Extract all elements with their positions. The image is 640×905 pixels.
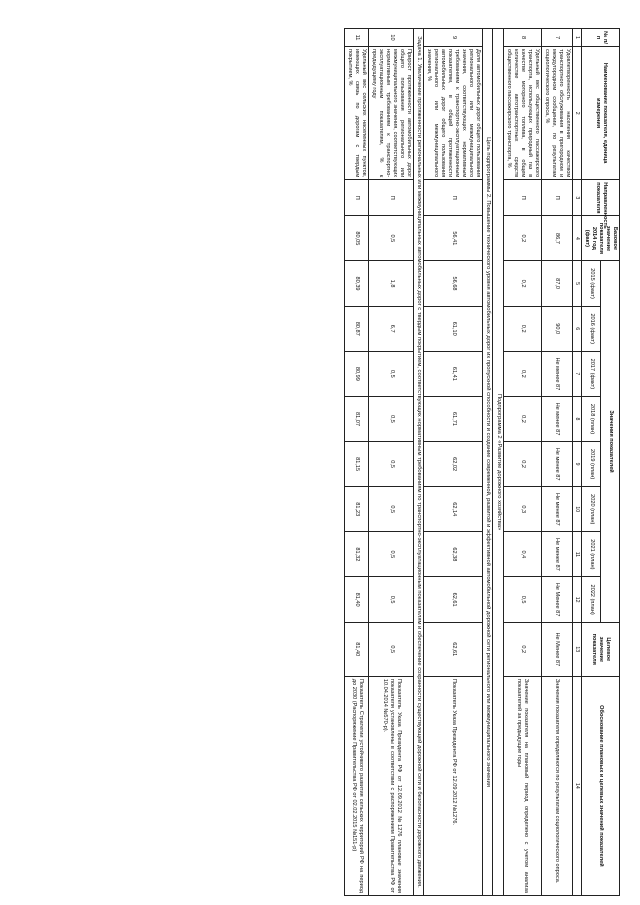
row-number: 8 (503, 29, 541, 47)
year-value: 81,07 (345, 396, 369, 441)
year-value: 61,41 (424, 351, 483, 396)
year-value: 56,68 (424, 261, 483, 306)
row-9-group (424, 29, 483, 896)
column-number: 5 (572, 261, 582, 306)
year-value: Не менее 87 (541, 487, 572, 532)
year-value: 61,71 (424, 396, 483, 441)
table-row (541, 29, 572, 896)
row-number: 11 (345, 29, 369, 47)
year-value: 81,32 (345, 532, 369, 577)
basis-text: Значения показателя определяются по результатам социологического опроса. (541, 676, 572, 895)
indicator-name: Доля автомобильных дорог общего пользования регионального или межмуниципального значения, соответствующих нормативным требованиям к транспортно-эксплуатационным показателям, в общей протяженности автомобильных дорог общего пользования регионального или межмуниципального значения, % (424, 47, 483, 180)
year-value: 0,2 (503, 261, 541, 306)
basis-text: Значение показателя на плановый период определено с учетом анализа показателей за предыдущие годы (503, 676, 541, 895)
task-section (414, 29, 424, 896)
column-number: 13 (572, 622, 582, 676)
task-text: Задача 1. Увеличение протяженности региональных или межмуниципальных автомобильных дорог с твердым покрытием, соответствующих нормативным требованиям по транспортно-эксплуатационным показателям и обеспечение сохранности существующей дорожной сети и безопасности дорожного движения. (414, 29, 424, 896)
header-year: 2021 (план) (582, 532, 601, 577)
year-value: 62,14 (424, 487, 483, 532)
year-value: 61,10 (424, 306, 483, 351)
column-number: 10 (572, 487, 582, 532)
year-value: Не менее 87 (541, 532, 572, 577)
column-number: 3 (572, 180, 582, 216)
year-value: 80,87 (345, 306, 369, 351)
year-value: 81,23 (345, 487, 369, 532)
year-value: 80,99 (345, 351, 369, 396)
column-number: 6 (572, 306, 582, 351)
year-value: Не менее 87 (541, 396, 572, 441)
subprogram-section (483, 29, 503, 896)
base-value: 56,41 (424, 216, 483, 261)
goal-row (483, 29, 493, 896)
year-value: 90,0 (541, 306, 572, 351)
column-number: 14 (572, 676, 582, 895)
header-target: Целевое значение показателя (582, 622, 620, 676)
target-value: 81,40 (345, 622, 369, 676)
header-year: 2015 (факт) (582, 261, 601, 306)
direction: П (541, 180, 572, 216)
row-number: 10 (369, 29, 414, 47)
header-year: 2018 (план) (582, 396, 601, 441)
basis-text: Показатель Указа Президента РФ от 12.09.2012 №1276 плановые значения показателя установлены в соответствии с распоряжением Правительства РФ от 10.04.2014 №570-р). (369, 676, 414, 895)
header-row (601, 29, 620, 896)
header-num: № п/п (582, 29, 620, 47)
year-value: 0,4 (503, 532, 541, 577)
target-value: Не Менее 87 (541, 622, 572, 676)
column-number: 7 (572, 351, 582, 396)
year-value: 0,5 (369, 442, 414, 487)
base-value: 86,7 (541, 216, 572, 261)
subprogram-title: Подпрограмма 2 «Развитие дорожного хозяйства» (493, 29, 503, 896)
direction: П (503, 180, 541, 216)
rows-group-b (345, 29, 414, 896)
table-row (503, 29, 541, 896)
target-value: 0,5 (369, 622, 414, 676)
year-value: 0,5 (369, 487, 414, 532)
year-value: 0,5 (369, 532, 414, 577)
year-value: 0,5 (369, 396, 414, 441)
rows-group-a (503, 29, 572, 896)
target-value: 62,61 (424, 622, 483, 676)
target-value: 0,2 (503, 622, 541, 676)
row-number: 9 (424, 29, 483, 47)
indicators-table (344, 28, 620, 896)
basis-text: Показатель Указа Президента РФ от 12.09.2012 №1276. (424, 676, 483, 895)
indicator-name: Удельный вес сельских населенных пунктов, имеющих связь по дорогам с твердым покрытием, % (345, 47, 369, 180)
year-value: 62,61 (424, 577, 483, 622)
indicator-name: Удовлетворенность населения качеством транспортного обслуживания в пригородном и междугородном сообщении, по результатам социологического опроса, % (541, 47, 572, 180)
direction: П (345, 180, 369, 216)
direction: П (369, 180, 414, 216)
indicator-name: Удельный вес общественного пассажирского транспорта, использующих природный газ в качестве моторного топлива, в общем количестве автотранспортных средств общественного пассажирского транспорта, % (503, 47, 541, 180)
column-number: 4 (572, 216, 582, 261)
column-numbers-row (572, 29, 582, 896)
subprogram-row (493, 29, 503, 896)
indicator-name: Прирост протяженности автомобильных дорог общего пользования регионального или межмуниципального значения, соответствующих нормативным требованиям к транспортно-эксплуатационным показателям, % к предыдущему году (369, 47, 414, 180)
year-value: 62,02 (424, 442, 483, 487)
header-year: 2019 (план) (582, 442, 601, 487)
year-value: 0,2 (503, 351, 541, 396)
header-values-group: Значения показателей (601, 261, 620, 622)
basis-text: Показатель Стратегии устойчивого развития сельских территорий РФ на период до 2030 (Распоряжение Правительства РФ от 02.02.2015 №151-р) (345, 676, 369, 895)
column-number: 8 (572, 396, 582, 441)
year-value: 6,7 (369, 306, 414, 351)
column-number: 2 (572, 47, 582, 180)
base-value: 80,05 (345, 216, 369, 261)
year-value: Не менее 87 (541, 442, 572, 487)
task-row (414, 29, 424, 896)
year-value: 0,3 (503, 487, 541, 532)
year-value: 1,8 (369, 261, 414, 306)
base-value: 0,2 (503, 216, 541, 261)
year-value: 62,38 (424, 532, 483, 577)
year-value: Не Менее 87 (541, 577, 572, 622)
year-value: 0,2 (503, 396, 541, 441)
column-number: 1 (572, 29, 582, 47)
header-year: 2017 (факт) (582, 351, 601, 396)
table-row (369, 29, 414, 896)
header-year: 2020 (план) (582, 487, 601, 532)
year-value: 0,2 (503, 306, 541, 351)
year-value: 80,39 (345, 261, 369, 306)
header-basis: Обоснование плановых и целевых значений показателей (582, 676, 620, 895)
base-value: 0,5 (369, 216, 414, 261)
direction: П (424, 180, 483, 216)
goal-text: Цель подпрограммы 2. Повышение технического уровня автомобильных дорог их пропускной способности и создание современной, развитой и эффективной автомобильной дорожной сети регионального или межмуниципального значения (483, 29, 493, 896)
year-value: 87,0 (541, 261, 572, 306)
year-value: 0,5 (503, 577, 541, 622)
header-name: Наименование показателя, единица измерения (582, 47, 620, 180)
column-number: 11 (572, 532, 582, 577)
header-direction: Направленность показателя (582, 180, 620, 216)
header-year: 2022 (план) (582, 577, 601, 622)
year-value: 81,40 (345, 577, 369, 622)
row-number: 7 (541, 29, 572, 47)
year-value: 0,2 (503, 442, 541, 487)
column-number: 12 (572, 577, 582, 622)
column-number: 9 (572, 442, 582, 487)
table-row (345, 29, 369, 896)
year-value: 0,5 (369, 577, 414, 622)
year-value: Не менее 87 (541, 351, 572, 396)
header-year: 2016 (факт) (582, 306, 601, 351)
year-value: 81,15 (345, 442, 369, 487)
year-value: 0,5 (369, 351, 414, 396)
table-row (424, 29, 483, 896)
header-base: Базовое значение показателя 2014 год (факт) (582, 216, 620, 261)
